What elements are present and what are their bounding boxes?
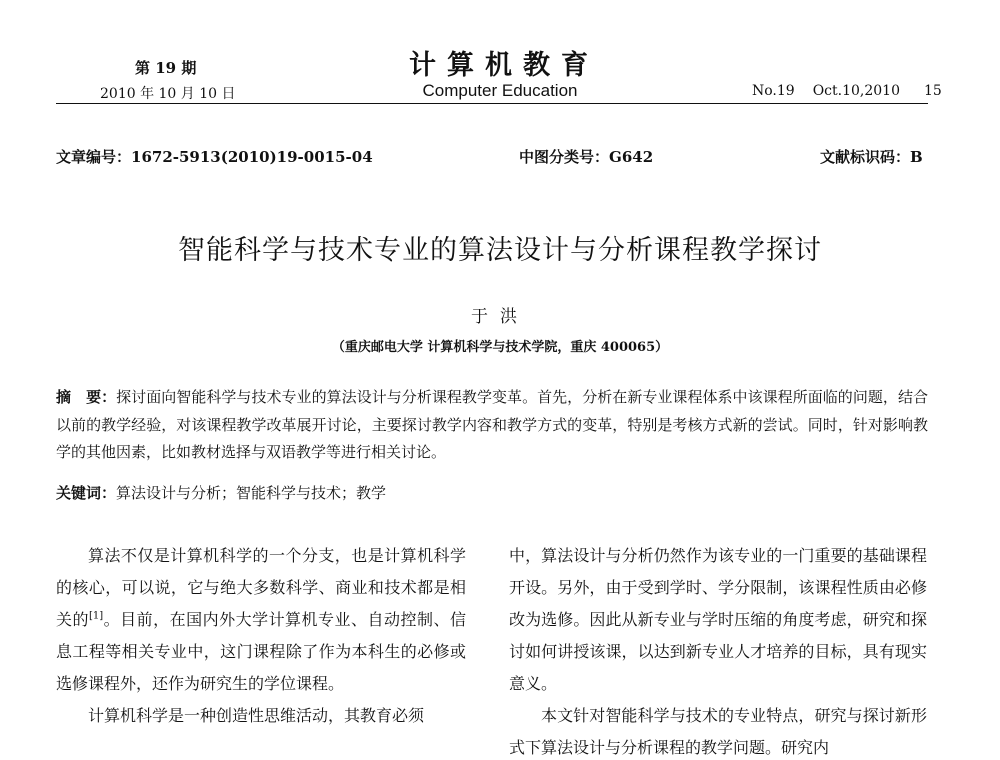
header-rule — [56, 103, 928, 104]
document-code-label: 文献标识码： — [820, 148, 911, 166]
article-number-value: 1672-5913(2010)19-0015-04 — [131, 148, 373, 166]
body-column-left — [56, 540, 466, 760]
body-text: 算法不仅是计算机科学的一个分支，也是计算机科学的核心，可以说，它与绝大多数科学、商业和技术都是相关的 — [56, 546, 466, 629]
paper-title: 智能科学与技术专业的算法设计与分析课程教学探讨 — [178, 235, 822, 266]
issue-number: 第 19 期 — [135, 59, 197, 77]
author-affiliation: （重庆邮电大学 计算机科学与技术学院，重庆 400065） — [331, 340, 669, 355]
body-text: 。目前，在国内外大学计算机专业、自动控制、信息工程等相关专业中，这门课程除了作为本科生的必修或选修课程外，还作为研究生的学位课程。 — [56, 610, 466, 693]
body-paragraph — [56, 540, 466, 700]
body-column-right — [509, 540, 927, 760]
body-paragraph: 本文针对智能科学与技术的专业特点，研究与探讨新形式下算法设计与分析课程的教学问题。研究内 — [509, 706, 927, 757]
abstract — [56, 384, 928, 467]
classification-label: 中图分类号： — [519, 148, 610, 166]
body-paragraph: 中，算法设计与分析仍然作为该专业的一门重要的基础课程开设。另外，由于受到学时、学分限制，该课程性质由必修改为选修。因此从新专业与学时压缩的角度考虑，研究和探讨如何讲授该课，以达到新专业人才培养的目标，具有现实意义。 — [509, 546, 927, 693]
keywords-label: 关键词： — [56, 484, 117, 502]
article-number-label: 文章编号： — [56, 148, 132, 166]
journal-title: 计算机教育 — [409, 50, 599, 81]
issue-info-en — [752, 83, 942, 99]
body-paragraph: 计算机科学是一种创造性思维活动，其教育必须 — [88, 706, 425, 725]
document-code-value: B — [910, 148, 923, 166]
author-name: 于洪 — [471, 307, 529, 327]
citation-ref[interactable]: [1] — [88, 610, 104, 622]
issue-date: 2010 年 10 月 10 日 — [100, 86, 236, 102]
article-number — [56, 146, 373, 167]
page-number: 15 — [924, 83, 942, 99]
classification-number — [519, 146, 653, 167]
keywords — [56, 480, 928, 507]
classification-value: G642 — [609, 148, 654, 166]
keywords-text: 算法设计与分析；智能科学与技术；教学 — [116, 484, 387, 502]
journal-title-en: Computer Education — [422, 81, 578, 100]
issue-number-en: No.19 — [752, 83, 795, 99]
abstract-label: 摘 要： — [56, 388, 117, 406]
abstract-text: 探讨面向智能科学与技术专业的算法设计与分析课程教学变革。首先，分析在新专业课程体系中该课程所面临的问题，结合以前的教学经验，对该课程教学改革展开讨论，主要探讨教学内容和教学方式的变革，特别是考核方式新的尝试。同时，针对影响教学的其他因素，比如教材选择与双语教学等进行相关讨论。 — [56, 388, 928, 461]
issue-date-en: Oct.10,2010 — [812, 83, 900, 99]
document-code — [820, 146, 923, 167]
